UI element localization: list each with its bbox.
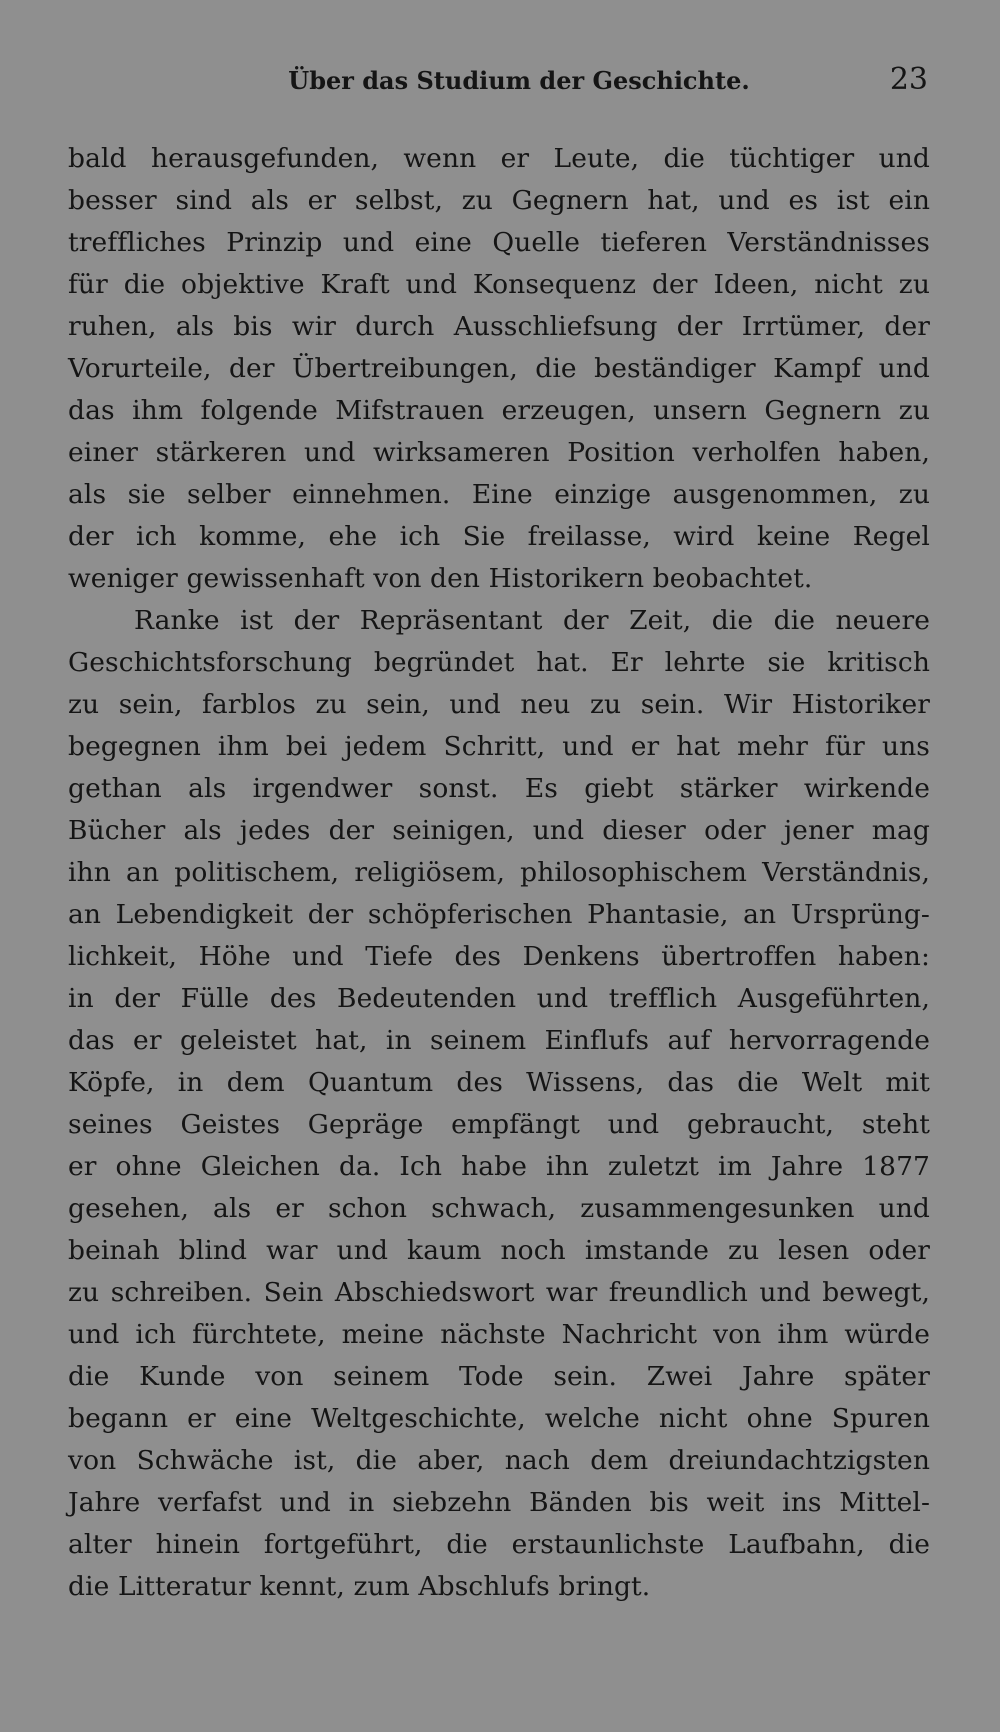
- text-line: treffliches Prinzip und eine Quelle tieferen Verständnisses: [68, 227, 930, 258]
- text-line: an Lebendigkeit der schöpferischen Phantasie, an Ursprüng-: [68, 899, 930, 930]
- text-line: er ohne Gleichen da. Ich habe ihn zuletzt im Jahre 1877: [68, 1151, 930, 1182]
- text-line: in der Fülle des Bedeutenden und trefflich Ausgeführten,: [68, 983, 930, 1014]
- paragraph-2: [68, 600, 930, 1608]
- body-text: [68, 138, 930, 1608]
- text-line: gesehen, als er schon schwach, zusammengesunken und: [68, 1193, 930, 1224]
- text-line: ruhen, als bis wir durch Ausschliefsung der Irrtümer, der: [68, 311, 930, 342]
- page-number: 23: [889, 62, 928, 97]
- text-line: Jahre verfafst und in siebzehn Bänden bis weit ins Mittel-: [68, 1487, 930, 1518]
- text-line: ihn an politischem, religiösem, philosophischem Verständnis,: [68, 857, 930, 888]
- text-line: besser sind als er selbst, zu Gegnern hat, und es ist ein: [68, 185, 930, 216]
- text-line: weniger gewissenhaft von den Historikern beobachtet.: [68, 563, 813, 594]
- text-line: der ich komme, ehe ich Sie freilasse, wird keine Regel: [68, 521, 930, 552]
- text-line: das er geleistet hat, in seinem Einflufs auf hervorragende: [68, 1025, 930, 1056]
- text-line: begegnen ihm bei jedem Schritt, und er hat mehr für uns: [68, 731, 930, 762]
- text-line: Geschichtsforschung begründet hat. Er lehrte sie kritisch: [68, 647, 930, 678]
- text-line: das ihm folgende Mifstrauen erzeugen, unsern Gegnern zu: [68, 395, 930, 426]
- paragraph-1: [68, 138, 930, 600]
- text-line: die Litteratur kennt, zum Abschlufs bringt.: [68, 1571, 651, 1602]
- text-line: lichkeit, Höhe und Tiefe des Denkens übertroffen haben:: [68, 941, 930, 972]
- text-line: für die objektive Kraft und Konsequenz der Ideen, nicht zu: [68, 269, 930, 300]
- text-line: gethan als irgendwer sonst. Es giebt stärker wirkende: [68, 773, 930, 804]
- text-line: begann er eine Weltgeschichte, welche nicht ohne Spuren: [68, 1403, 930, 1434]
- running-head: [68, 62, 930, 102]
- text-line: einer stärkeren und wirksameren Position verholfen haben,: [68, 437, 930, 468]
- text-line: Bücher als jedes der seinigen, und dieser oder jener mag: [68, 815, 930, 846]
- text-line: zu schreiben. Sein Abschiedswort war freundlich und bewegt,: [68, 1277, 930, 1308]
- text-line: und ich fürchtete, meine nächste Nachricht von ihm würde: [68, 1319, 930, 1350]
- text-line: die Kunde von seinem Tode sein. Zwei Jahre später: [68, 1361, 930, 1392]
- text-line: alter hinein fortgeführt, die erstaunlichste Laufbahn, die: [68, 1529, 930, 1560]
- text-line: als sie selber einnehmen. Eine einzige ausgenommen, zu: [68, 479, 930, 510]
- text-line: zu sein, farblos zu sein, und neu zu sein. Wir Historiker: [68, 689, 930, 720]
- text-line: Ranke ist der Repräsentant der Zeit, die die neuere: [134, 605, 930, 636]
- text-line: bald herausgefunden, wenn er Leute, die tüchtiger und: [68, 143, 930, 174]
- text-line: seines Geistes Gepräge empfängt und gebraucht, steht: [68, 1109, 930, 1140]
- text-line: Vorurteile, der Übertreibungen, die beständiger Kampf und: [68, 353, 930, 384]
- text-line: Köpfe, in dem Quantum des Wissens, das die Welt mit: [68, 1067, 930, 1098]
- running-title: Über das Studium der Geschichte.: [288, 66, 750, 95]
- text-line: von Schwäche ist, die aber, nach dem dreiundachtzigsten: [68, 1445, 930, 1476]
- text-line: beinah blind war und kaum noch imstande zu lesen oder: [68, 1235, 930, 1266]
